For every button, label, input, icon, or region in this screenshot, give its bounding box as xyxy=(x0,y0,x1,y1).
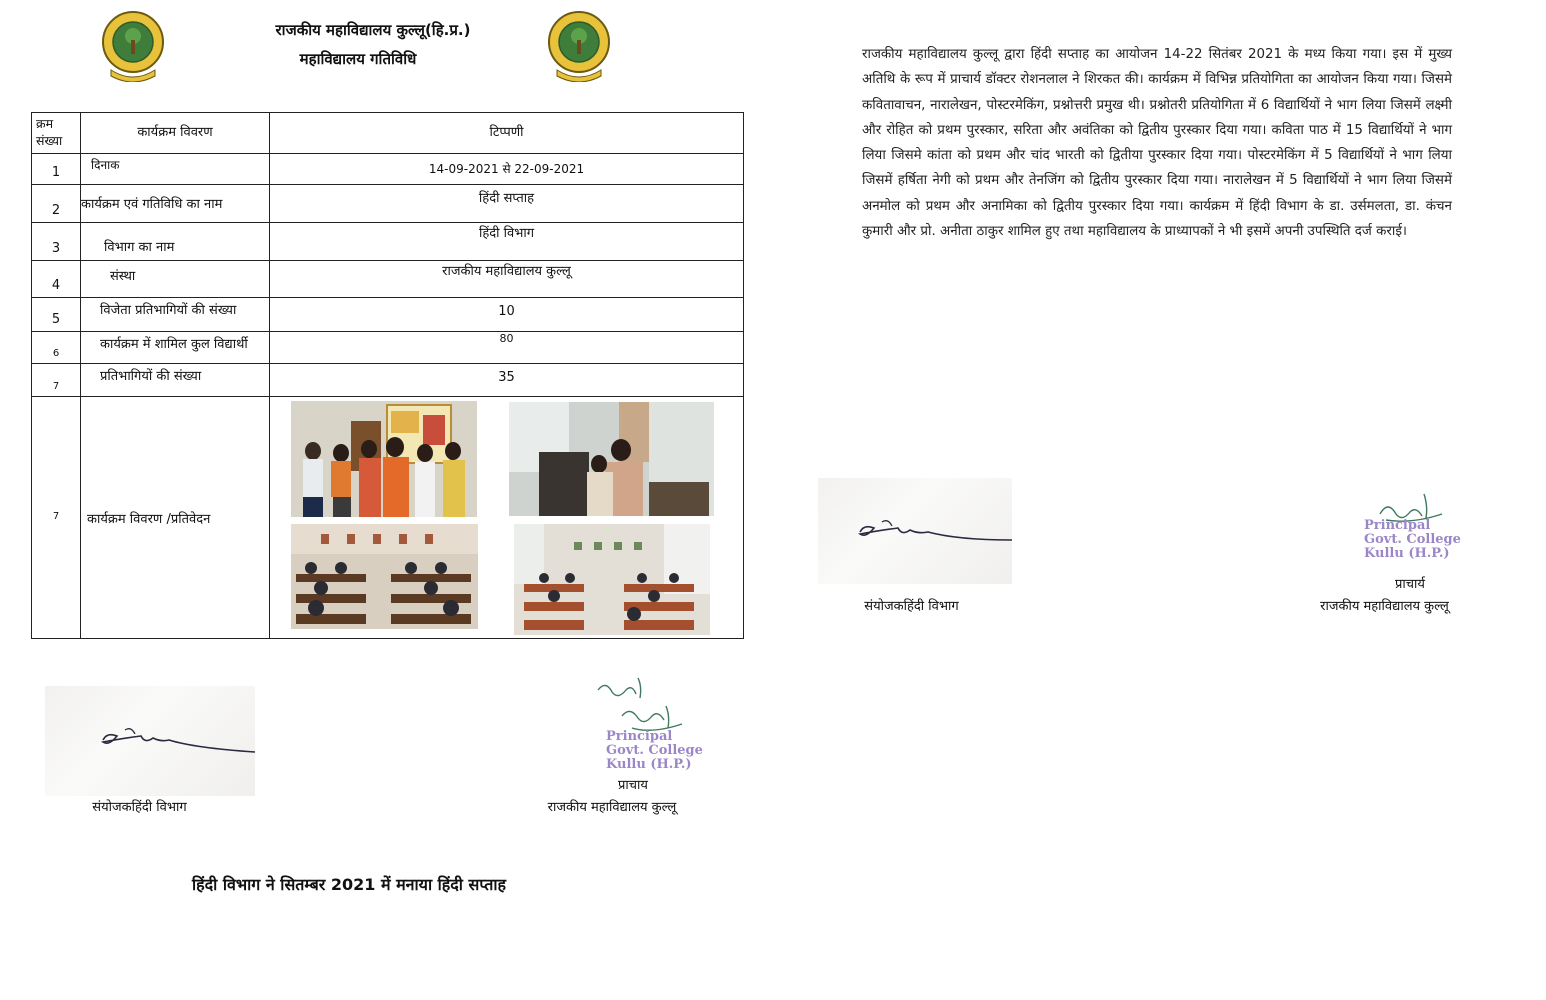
principal-title-label-right: प्राचार्य xyxy=(1395,577,1425,592)
table-row xyxy=(32,223,744,261)
serial-number: 6 xyxy=(32,332,81,364)
table-row xyxy=(32,298,744,332)
row-value-institution: राजकीय महाविद्यालय कुल्लू xyxy=(270,261,744,298)
coordinator-label-right: संयोजकहिंदी विभाग xyxy=(864,599,959,614)
document-title: राजकीय महाविद्यालय कुल्लू(हि.प्र.) xyxy=(275,21,471,39)
college-label-right: राजकीय महाविद्यालय कुल्लू xyxy=(1320,599,1449,614)
group-photo xyxy=(291,401,477,517)
row-label: संस्था xyxy=(81,261,270,298)
serial-number: 3 xyxy=(32,223,81,261)
row-label: कार्यक्रम विवरण /प्रतिवेदन xyxy=(81,397,270,639)
coordinator-signature-scan xyxy=(45,686,255,796)
stamp-line: Kullu (H.P.) xyxy=(1364,546,1450,561)
serial-number: 7 xyxy=(32,364,81,397)
row-value-total-students: 80 xyxy=(270,332,744,364)
table-header-row xyxy=(32,113,744,154)
row-value-participants: 35 xyxy=(270,364,744,397)
college-label: राजकीय महाविद्यालय कुल्लू xyxy=(547,800,677,815)
stamp-line: Principal xyxy=(606,729,673,744)
serial-number: 2 xyxy=(32,185,81,223)
col-header-remarks: टिप्पणी xyxy=(270,113,744,154)
principal-title-label: प्राचाय xyxy=(618,778,648,793)
activity-table xyxy=(31,112,744,639)
col-header-serial: क्रम संख्या xyxy=(32,113,81,154)
table-row xyxy=(32,364,744,397)
principal-signature xyxy=(592,676,702,736)
classroom-photo-2 xyxy=(514,524,710,635)
principal-stamp xyxy=(606,730,703,772)
teacher-photo xyxy=(509,402,714,516)
photo-gallery-cell xyxy=(270,397,744,639)
row-label: विजेता प्रतिभागियों की संख्या xyxy=(81,298,270,332)
serial-number: 5 xyxy=(32,298,81,332)
classroom-photo-1 xyxy=(291,524,478,629)
document-subtitle: महाविद्यालय गतिविधि xyxy=(299,50,417,68)
principal-stamp-right xyxy=(1364,519,1461,561)
coordinator-signature-right xyxy=(818,478,1012,584)
row-label: कार्यक्रम में शामिल कुल विद्यार्थी xyxy=(81,332,270,364)
serial-number: 4 xyxy=(32,261,81,298)
row-label: विभाग का नाम xyxy=(81,223,270,261)
row-value-department: हिंदी विभाग xyxy=(270,223,744,261)
table-row xyxy=(32,261,744,298)
table-row xyxy=(32,154,744,185)
table-row xyxy=(32,397,744,639)
photo-gallery xyxy=(270,397,743,638)
stamp-line: Principal xyxy=(1364,518,1431,533)
coordinator-label: संयोजकहिंदी विभाग xyxy=(92,800,187,815)
serial-number: 7 xyxy=(32,397,81,639)
table-row xyxy=(32,185,744,223)
coordinator-signature xyxy=(45,686,255,796)
col-header-description: कार्यक्रम विवरण xyxy=(81,113,270,154)
college-logo-right xyxy=(547,10,611,82)
coordinator-signature-scan-right xyxy=(818,478,1012,584)
college-logo-left xyxy=(101,10,165,82)
serial-number: 1 xyxy=(32,154,81,185)
row-value-program: हिंदी सप्ताह xyxy=(270,185,744,223)
row-value-date: 14-09-2021 से 22-09-2021 xyxy=(270,154,744,185)
row-value-winners: 10 xyxy=(270,298,744,332)
report-paragraph: राजकीय महाविद्यालय कुल्लू द्वारा हिंदी सप्ताह का आयोजन 14-22 सितंबर 2021 के मध्य किया गया। इस में मुख्य अतिथि के रूप में प्राचार्य डॉक्टर रोशनलाल ने शिरकत की। कार्यक्रम में विभिन्न प्रतियोगिता का आयोजन किया गया। जिसमे कवितावाचन, नारालेखन, पोस्टरमेकिंग, प्रश्नोत्तरी प्रमुख थी। प्रश्नोतरी प्रतियोगिता में 6 विद्यार्थियों ने भाग लिया जिसमें लक्ष्मी और रोहित को प्रथम पुरस्कार, सरिता और अवंतिका को द्वितीय पुरस्कार दिया गया। कविता पाठ में 15 विद्यार्थियों ने भाग लिया जिसमे कांता को प्रथम और चांद भारती को द्वितीया पुरस्कार दिया गया। पोस्टरमेकिंग में 5 विद्यार्थियों ने भाग लिया जिसमें हर्षिता नेगी को प्रथम और तेनजिंग को द्वितीय पुरस्कार दिया गया। नारालेखन में 5 विद्यार्थियों ने भाग लिया जिसमें अनमोल को प्रथम और अनामिका को द्वितीय पुरस्कार दिया गया। कार्यक्रम में हिंदी विभाग के डा. उर्समलता, डा. कंचन कुमारी और प्रो. अनीता ठाकुर शामिल हुए तथा महाविद्यालय के प्राध्यापकों ने भी इसमें अपनी उपस्थिति दर्ज कराई। xyxy=(862,47,1452,240)
stamp-line: Govt. College xyxy=(606,743,703,758)
bottom-headline: हिंदी विभाग ने सितम्बर 2021 में मनाया हिंदी सप्ताह xyxy=(192,875,507,894)
row-label: कार्यक्रम एवं गतिविधि का नाम xyxy=(81,185,270,223)
stamp-line: Govt. College xyxy=(1364,532,1461,547)
stamp-line: Kullu (H.P.) xyxy=(606,757,692,772)
table-row xyxy=(32,332,744,364)
row-label: प्रतिभागियों की संख्या xyxy=(81,364,270,397)
row-label: दिनाक xyxy=(81,154,270,185)
